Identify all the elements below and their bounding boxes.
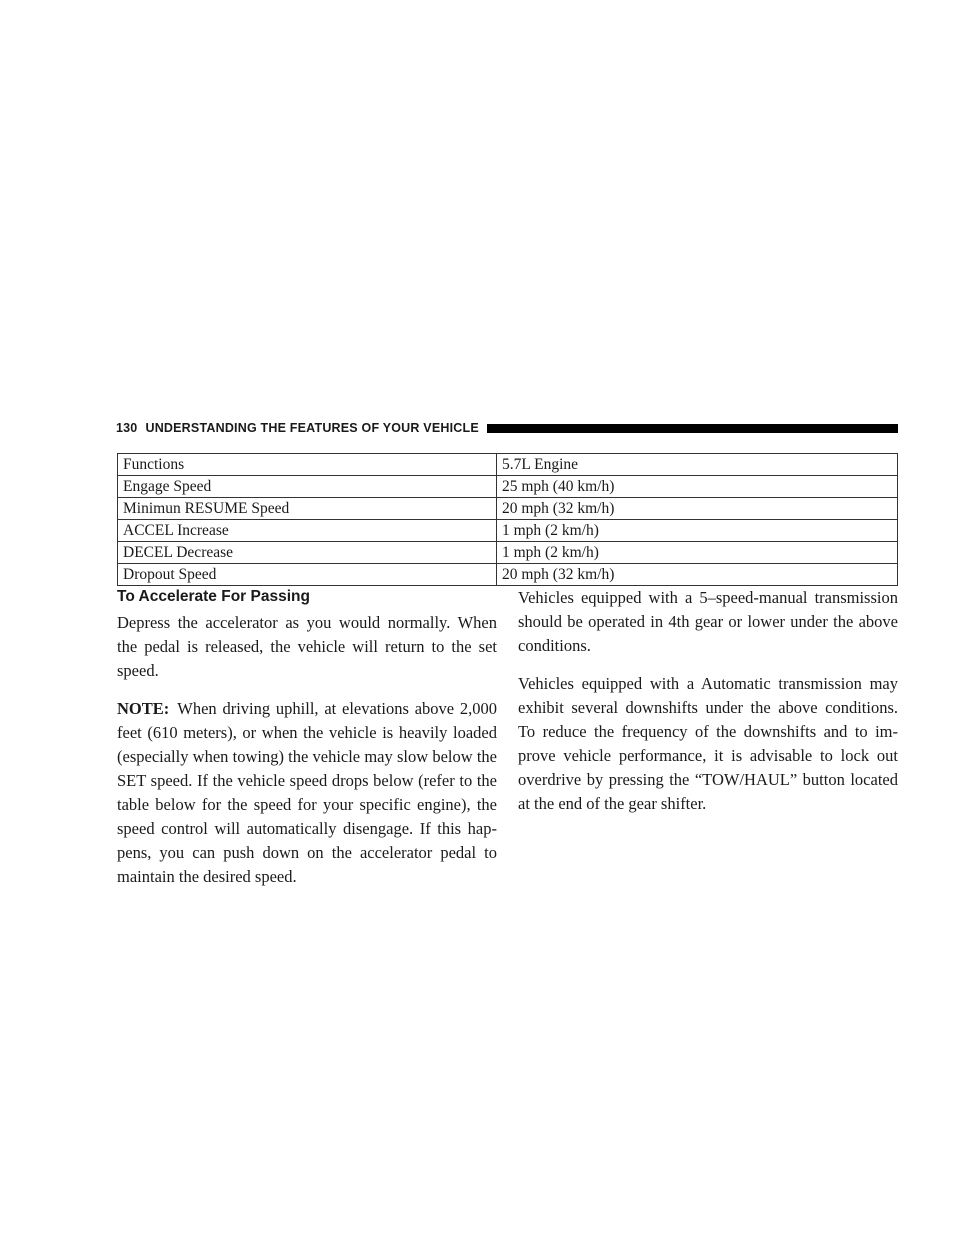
table-cell: 20 mph (32 km/h) <box>497 564 898 586</box>
left-column <box>117 586 497 903</box>
table-cell: 5.7L Engine <box>497 454 898 476</box>
table-row <box>118 476 898 498</box>
table-row <box>118 542 898 564</box>
table-row <box>118 564 898 586</box>
table-cell: 1 mph (2 km/h) <box>497 542 898 564</box>
table-cell: ACCEL Increase <box>118 520 497 542</box>
section-heading: To Accelerate For Passing <box>117 588 310 605</box>
header-rule <box>487 424 898 433</box>
table-cell: 1 mph (2 km/h) <box>497 520 898 542</box>
table-row <box>118 520 898 542</box>
table-row <box>118 454 898 476</box>
table-cell: DECEL Decrease <box>118 542 497 564</box>
table-row <box>118 498 898 520</box>
note-label: NOTE: <box>117 699 170 718</box>
note-paragraph <box>117 697 497 889</box>
page-number: 130 <box>116 421 138 435</box>
paragraph-manual-transmission: Vehicles equipped with a 5–speed-manual transmission should be operated in 4th gear or lower under the above conditions. <box>518 588 898 655</box>
table-cell: Engage Speed <box>118 476 497 498</box>
page-header <box>116 419 898 437</box>
paragraph-accelerate: Depress the accelerator as you would normally. When the pedal is released, the vehicle will return to the set speed. <box>117 613 497 680</box>
note-text: When driving uphill, at elevations above 2,000 feet (610 meters), or when the vehicle is heavily loaded (especially when towing) the vehicle may slow below the SET speed. If the vehicle speed drops below (refer to the table below for the speed for your specific engine), the speed control will automatically disengage. If this hap-pens, you can push down on the accelerator pedal to maintain the desired speed. <box>117 699 497 886</box>
table-cell: Functions <box>118 454 497 476</box>
table-cell: Dropout Speed <box>118 564 497 586</box>
paragraph-automatic-transmission: Vehicles equipped with a Automatic transmission may exhibit several downshifts under the above conditions. To reduce the frequency of the downshifts and to im-prove vehicle performance, it is advisable to lock out overdrive by pressing the “TOW/HAUL” button located at the end of the gear shifter. <box>518 674 898 813</box>
table-cell: 25 mph (40 km/h) <box>497 476 898 498</box>
right-column <box>518 586 898 830</box>
speed-control-spec-table <box>117 453 898 586</box>
table-cell: Minimun RESUME Speed <box>118 498 497 520</box>
section-title: UNDERSTANDING THE FEATURES OF YOUR VEHICLE <box>145 421 479 435</box>
table-cell: 20 mph (32 km/h) <box>497 498 898 520</box>
